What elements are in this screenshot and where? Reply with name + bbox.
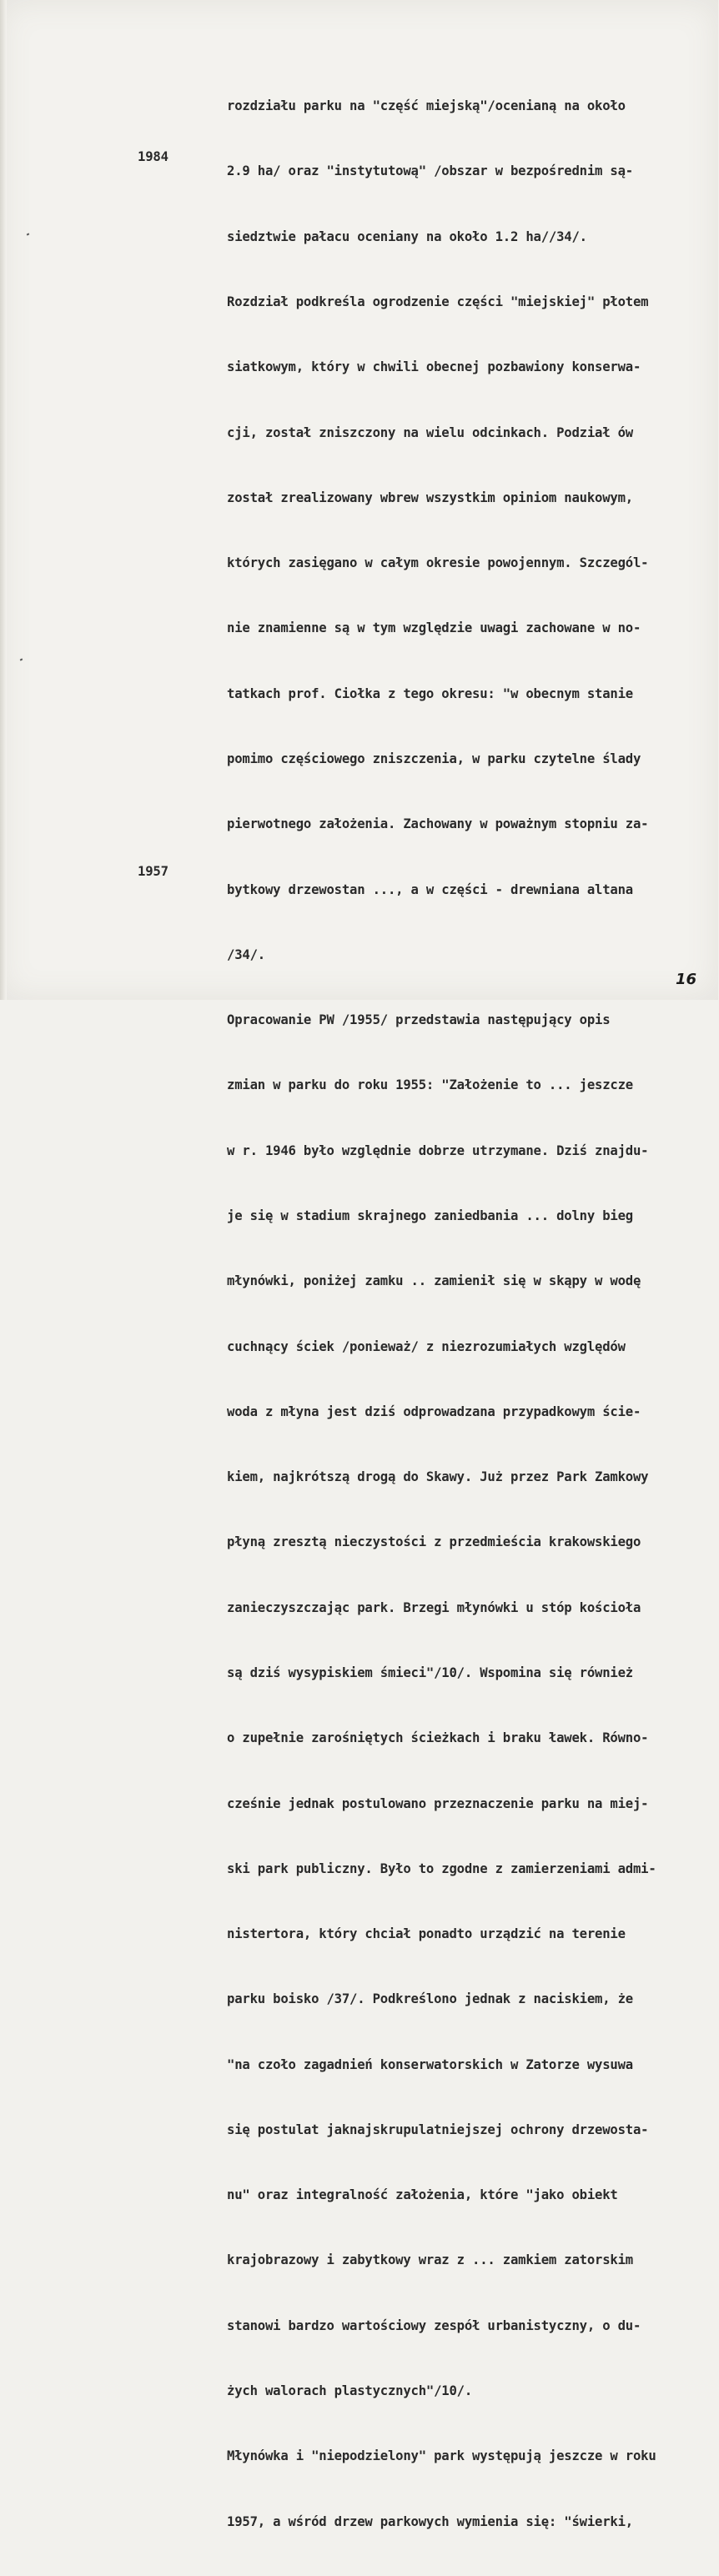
body-text — [227, 52, 719, 2576]
text-line: płyną zresztą nieczystości z przedmieścia krakowskiego — [227, 1534, 641, 1550]
text-line: stanowi bardzo wartościowy zespół urbanistyczny, o du- — [227, 2317, 641, 2333]
text-line: cuchnący ściek /ponieważ/ z niezrozumiałych względów — [227, 1338, 626, 1354]
text-line: Rozdział podkreśla ogrodzenie części "miejskiej" płotem — [227, 294, 649, 310]
text-line: zmian w parku do roku 1955: "Założenie to ... jeszcze — [227, 1077, 633, 1093]
text-line: żych walorach plastycznych"/10/. — [227, 2383, 473, 2399]
text-line: Młynówka i "niepodzielony" park występują jeszcze w roku — [227, 2448, 656, 2464]
text-line: których zasięgano w całym okresie powojennym. Szczegól- — [227, 555, 649, 571]
text-line: je się w stadium skrajnego zaniedbania ... dolny bieg — [227, 1208, 633, 1223]
text-line: są dziś wysypiskiem śmieci"/10/. Wspomina się również — [227, 1665, 633, 1680]
text-line: parku boisko /37/. Podkreślono jednak z naciskiem, że — [227, 1991, 633, 2007]
text-line: bytkowy drzewostan ..., a w części - drewniana altana — [227, 881, 633, 897]
text-line: cześnie jednak postulowano przeznaczenie parku na miej- — [227, 1795, 649, 1811]
text-line: pierwotnego założenia. Zachowany w poważnym stopniu za- — [227, 816, 649, 832]
text-line: nu" oraz integralność założenia, które "jako obiekt — [227, 2187, 618, 2203]
page-number: 16 — [675, 971, 696, 988]
text-line: siatkowym, który w chwili obecnej pozbawiony konserwa- — [227, 359, 641, 375]
text-line: kiem, najkrótszą drogą do Skawy. Już przez Park Zamkowy — [227, 1469, 649, 1485]
text-line: rozdziału parku na "część miejską"/ocenianą na około — [227, 98, 626, 114]
text-line: ski park publiczny. Było to zgodne z zamierzeniami admi- — [227, 1860, 656, 1876]
text-line: woda z młyna jest dziś odprowadzana przypadkowym ście- — [227, 1403, 641, 1419]
text-line: tatkach prof. Ciołka z tego okresu: "w obecnym stanie — [227, 685, 633, 701]
text-line: pomimo częściowego zniszczenia, w parku czytelne ślady — [227, 751, 641, 766]
page-left-edge — [0, 0, 7, 1000]
text-line: zanieczyszczając park. Brzegi młynówki u stóp kościoła — [227, 1599, 641, 1615]
text-line: Opracowanie PW /1955/ przedstawia następujący opis — [227, 1012, 611, 1028]
text-line: o zupełnie zarośniętych ścieżkach i braku ławek. Równo- — [227, 1730, 649, 1746]
text-line: 2.9 ha/ oraz "instytutową" /obszar w bezpośrednim są- — [227, 163, 633, 179]
text-line: siedztwie pałacu oceniany na około 1.2 ha//34/. — [227, 228, 587, 244]
text-line: został zrealizowany wbrew wszystkim opiniom naukowym, — [227, 490, 633, 505]
scan-speck — [20, 658, 23, 660]
text-line: cji, został zniszczony na wielu odcinkach. Podział ów — [227, 424, 633, 440]
scan-speck — [27, 233, 30, 235]
text-line: w r. 1946 było względnie dobrze utrzymane. Dziś znajdu- — [227, 1142, 649, 1158]
text-line: młynówki, poniżej zamku .. zamienił się w skąpy w wodę — [227, 1273, 641, 1289]
text-line: się postulat jaknajskrupulatniejszej ochrony drzewosta- — [227, 2122, 649, 2137]
margin-year-1957: 1957 — [138, 864, 168, 879]
margin-year-1984: 1984 — [138, 149, 168, 164]
text-line: /34/. — [227, 947, 265, 962]
text-line: "na czoło zagadnień konserwatorskich w Zatorze wysuwa — [227, 2056, 633, 2072]
text-line: nie znamienne są w tym względzie uwagi zachowane w no- — [227, 620, 641, 636]
text-line: krajobrazowy i zabytkowy wraz z ... zamkiem zatorskim — [227, 2252, 633, 2268]
text-line: 1957, a wśród drzew parkowych wymienia się: "świerki, — [227, 2513, 633, 2529]
text-line: nistertora, który chciał ponadto urządzić na terenie — [227, 1926, 626, 1942]
